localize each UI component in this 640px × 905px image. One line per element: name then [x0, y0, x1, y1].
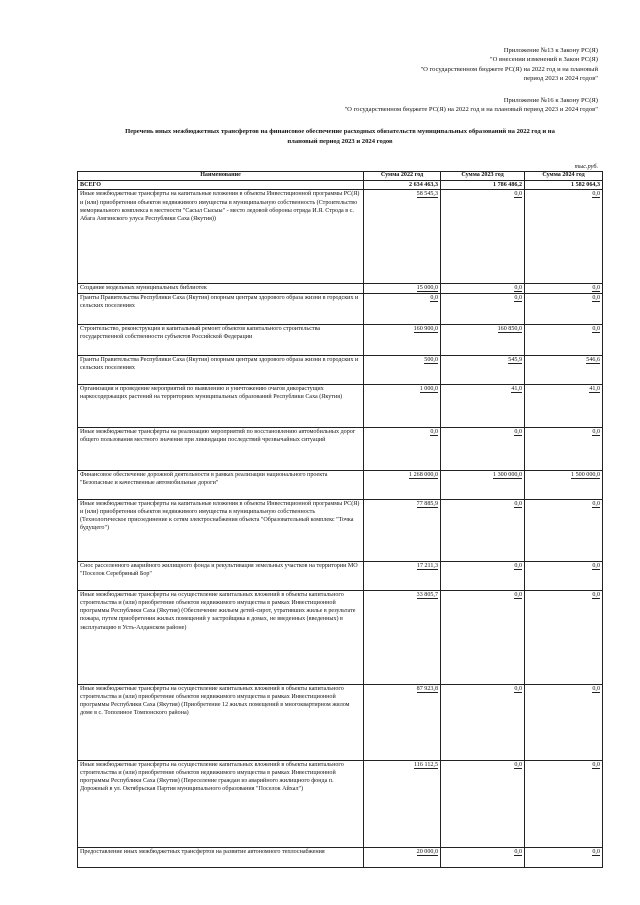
table-header-row: [78, 172, 603, 181]
row-value-text: 0,0: [592, 562, 600, 569]
row-value-2022: [364, 355, 441, 384]
row-name: Строительство, реконструкция и капитальный ремонт объектов капитального строительства государственной собственности субъектов Российской Федерации: [78, 324, 364, 355]
row-value-text: 500,0: [424, 356, 438, 363]
row-value-text: 1 268 000,0: [409, 471, 438, 478]
header-2022: Сумма 2022 год: [364, 172, 441, 181]
row-value-2024: [525, 470, 603, 499]
table-row: [78, 284, 603, 293]
row-value-text: 0,0: [514, 761, 522, 768]
row-value-2024: [525, 190, 603, 284]
total-label: ВСЕГО: [78, 181, 364, 190]
table-row: [78, 427, 603, 470]
row-value-text: 0,0: [430, 294, 438, 301]
row-value-text: 546,6: [586, 356, 600, 363]
table-row: [78, 470, 603, 499]
row-value-2022: [364, 190, 441, 284]
row-value-text: 20 000,0: [416, 848, 438, 855]
row-value-text: 0,0: [514, 848, 522, 855]
row-value-2022: [364, 561, 441, 590]
row-value-2023: [441, 684, 525, 760]
header-2024: Сумма 2024 год: [525, 172, 603, 181]
row-value-text: 77 885,9: [416, 500, 438, 507]
row-value-2023: [441, 384, 525, 427]
row-value-2024: [525, 427, 603, 470]
units-label: тыс.руб.: [574, 163, 598, 170]
header-13-line: "О государственном бюджете РС(Я) на 2022 год и на плановый: [420, 65, 598, 73]
header-16-line: Приложение №16 к Закону РС(Я): [503, 97, 598, 104]
row-value-2022: [364, 590, 441, 684]
row-value-text: 0,0: [592, 848, 600, 855]
total-2024: 1 582 064,3: [525, 181, 603, 190]
row-value-text: 0,0: [514, 685, 522, 692]
row-value-2022: [364, 284, 441, 293]
row-value-2023: [441, 561, 525, 590]
row-value-text: 0,0: [514, 294, 522, 301]
row-name: Иные межбюджетные трансферты на капитальные вложения в объекты Инвестиционной программы РС(Я) и (или) приобретения объектов недвижимого имущества в муниципальную собственность (Технологическое присоединение к сетям электроснабжения объекта "Образовательный комплекс "Точка будущего"): [78, 499, 364, 561]
table-row: [78, 561, 603, 590]
row-value-2022: [364, 470, 441, 499]
row-value-2024: [525, 499, 603, 561]
row-value-text: 0,0: [430, 428, 438, 435]
table-row: [78, 324, 603, 355]
row-value-2022: [364, 760, 441, 847]
row-value-2024: [525, 561, 603, 590]
table-row: [78, 590, 603, 684]
title-line: Перечень иных межбюджетных трансфертов на финансовое обеспечение расходных обязательств муниципальных образований на 2022 год и на: [125, 128, 555, 135]
row-value-2024: [525, 293, 603, 324]
row-value-2022: [364, 293, 441, 324]
row-value-text: 1 500 000,0: [571, 471, 600, 478]
header-16-line: "О государственном бюджете РС(Я) на 2022 год и на плановый период 2023 и 2024 годов": [344, 106, 598, 114]
row-value-text: 160 900,0: [413, 325, 438, 332]
total-2023: 1 786 486,2: [441, 181, 525, 190]
row-name: Иные межбюджетные трансферты на осуществление капитальных вложений в объекты капитального строительства и (или) приобретение объектов недвижимого имущества в рамках Инвестиционной программы Республики Саха (Якутия) (Приобретение 12 жилых помещений в многоквартирном жилом доме в с. Тополиное Томпонского района): [78, 684, 364, 760]
row-name: Гранты Правительства Республики Саха (Якутия) опорным центрам здорового образа жизни в городских и сельских поселениях: [78, 355, 364, 384]
row-value-2024: [525, 590, 603, 684]
row-value-2024: [525, 847, 603, 867]
table-row: [78, 499, 603, 561]
row-value-2023: [441, 324, 525, 355]
appendix-header-13: [420, 46, 598, 83]
row-value-2023: [441, 293, 525, 324]
row-name: Снос расселенного аварийного жилищного фонда и рекультивация земельных участков на территории МО "Поселок Серебряный Бор": [78, 561, 364, 590]
row-value-2023: [441, 847, 525, 867]
row-value-text: 0,0: [514, 285, 522, 292]
row-value-2023: [441, 499, 525, 561]
row-value-2022: [364, 324, 441, 355]
header-13-line: Приложение №13 к Закону РС(Я): [503, 47, 598, 54]
row-value-text: 160 850,0: [497, 325, 522, 332]
row-value-text: 0,0: [592, 685, 600, 692]
table-row: [78, 684, 603, 760]
row-value-2024: [525, 760, 603, 847]
row-value-text: 0,0: [592, 761, 600, 768]
row-name: Предоставление иных межбюджетных трансфертов на развитие автономного теплоснабжения: [78, 847, 364, 867]
row-value-2023: [441, 590, 525, 684]
row-value-text: 1 000,0: [419, 385, 438, 392]
row-value-2023: [441, 355, 525, 384]
row-value-2024: [525, 684, 603, 760]
row-value-2023: [441, 760, 525, 847]
row-value-2024: [525, 355, 603, 384]
header-13-line: "О внесении изменений в Закон РС(Я): [489, 56, 598, 64]
row-value-2024: [525, 284, 603, 293]
transfers-table: [77, 171, 603, 868]
row-name: Иные межбюджетные трансферты на осуществление капитальных вложений в объекты капитального строительства и (или) приобретение объектов недвижимого имущества в рамках Инвестиционной программы Республики Саха (Якутия) (Переселение граждан из аварийного жилищного фонда п. Дорожный в ул. Октябрьская Партия муниципального образования "Поселок Айхал"): [78, 760, 364, 847]
header-2023: Сумма 2023 год: [441, 172, 525, 181]
total-2022: 2 634 463,3: [364, 181, 441, 190]
row-value-text: 0,0: [514, 191, 522, 198]
row-value-text: 41,0: [589, 385, 600, 392]
title-line: плановый период 2023 и 2024 годов: [287, 137, 393, 145]
row-value-text: 0,0: [592, 294, 600, 301]
row-name: Иные межбюджетные трансферты на осуществление капитальных вложений в объекты капитального строительства и (или) приобретение объектов недвижимого имущества в рамках Инвестиционной программы Республики Саха (Якутия) (Обеспечение жильем детей-сирот, утративших жилье в результате пожара, путем приобретения жилых помещений у застройщика в домах, не введенных (введенных) в эксплуатацию в Усть-Алданском районе): [78, 590, 364, 684]
row-value-text: 58 545,3: [416, 191, 438, 198]
table-row: [78, 847, 603, 867]
table-row: [78, 760, 603, 847]
row-value-text: 0,0: [592, 591, 600, 598]
table-row: [78, 355, 603, 384]
row-value-text: 41,0: [511, 385, 522, 392]
row-value-text: 0,0: [514, 500, 522, 507]
row-value-2023: [441, 427, 525, 470]
row-value-2022: [364, 427, 441, 470]
row-value-2022: [364, 684, 441, 760]
header-13-line: период 2023 и 2024 годов": [523, 74, 598, 82]
row-value-text: 0,0: [514, 591, 522, 598]
row-name: Создание модельных муниципальных библиотек: [78, 284, 364, 293]
row-value-text: 87 923,8: [416, 685, 438, 692]
table-row: [78, 384, 603, 427]
row-value-text: 116 112,5: [414, 761, 438, 768]
row-value-text: 15 000,0: [416, 285, 438, 292]
header-name: Наименование: [78, 172, 364, 181]
row-value-2023: [441, 190, 525, 284]
row-value-text: 0,0: [592, 325, 600, 332]
row-value-2022: [364, 847, 441, 867]
row-value-text: 0,0: [514, 562, 522, 569]
row-name: Иные межбюджетные трансферты на капитальные вложения в объекты Инвестиционной программы РС(Я) и (или) приобретения объектов недвижимого имущества в муниципальную собственность (Строительство мемориального комплекса в местности "Сасыл Сысыы" - место ледовой обороны отряда И.Я. Строда в с. Абага Амгинского улуса Республики Саха (Якутия)): [78, 190, 364, 284]
row-value-text: 0,0: [592, 191, 600, 198]
row-value-text: 17 211,3: [416, 562, 438, 569]
row-value-text: 1 300 000,0: [493, 471, 522, 478]
row-value-2024: [525, 324, 603, 355]
row-value-2023: [441, 284, 525, 293]
row-value-2022: [364, 499, 441, 561]
appendix-header-16: [344, 96, 598, 115]
row-value-text: 0,0: [514, 428, 522, 435]
row-value-text: 0,0: [592, 428, 600, 435]
table-row: [78, 190, 603, 284]
row-value-text: 0,0: [592, 285, 600, 292]
row-value-2024: [525, 384, 603, 427]
total-row: [78, 181, 603, 190]
row-name: Иные межбюджетные трансферты на реализацию мероприятий по восстановлению автомобильных дорог общего пользования местного значения при ликвидации последствий чрезвычайных ситуаций: [78, 427, 364, 470]
row-value-2023: [441, 470, 525, 499]
row-value-text: 545,9: [508, 356, 522, 363]
row-name: Гранты Правительства Республики Саха (Якутия) опорным центрам здорового образа жизни в городских и сельских поселениях: [78, 293, 364, 324]
row-value-2022: [364, 384, 441, 427]
row-name: Организация и проведение мероприятий по выявлению и уничтожению очагов дикорастущих наркосодержащих растений на территориях муниципальных образований Республики Саха (Якутия): [78, 384, 364, 427]
document-title: [70, 127, 610, 146]
row-value-text: 0,0: [592, 500, 600, 507]
row-value-text: 33 805,7: [416, 591, 438, 598]
table-row: [78, 293, 603, 324]
row-name: Финансовое обеспечение дорожной деятельности в рамках реализации национального проекта "Безопасные и качественные автомобильные дороги": [78, 470, 364, 499]
